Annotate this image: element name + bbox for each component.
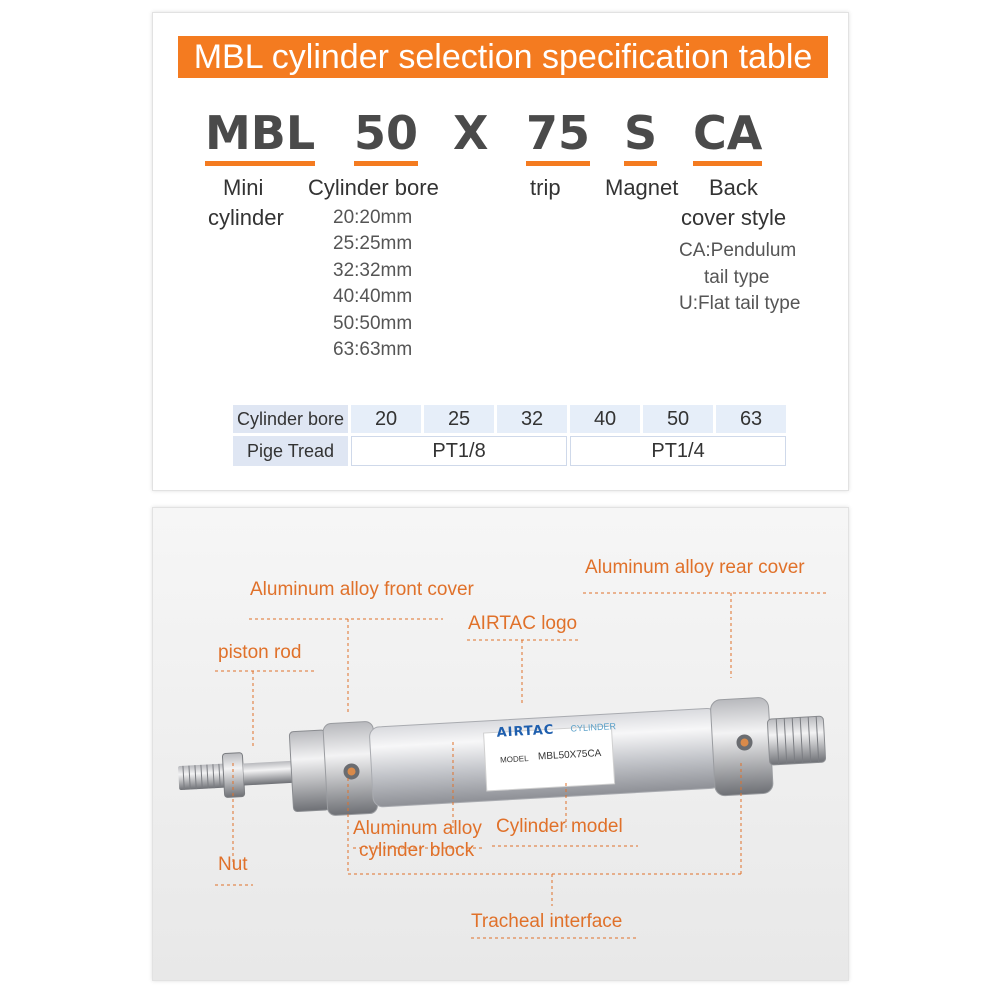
label-series-2: cylinder: [208, 205, 284, 230]
spec-title: MBL cylinder selection specification table: [178, 36, 828, 78]
code-series: MBL: [205, 105, 315, 166]
cover-option: U:Flat tail type: [679, 293, 801, 314]
label-model: MBL50X75CA: [537, 747, 602, 763]
table-row: [233, 405, 786, 433]
callout-block-2: cylinder block: [359, 840, 475, 861]
table-cell-bore: 63: [716, 405, 786, 433]
callout-interface: Tracheal interface: [471, 911, 623, 932]
table-header-thread: Pige Tread: [233, 436, 348, 466]
callout-nut: Nut: [218, 854, 248, 875]
label-cover-2: cover style: [681, 205, 787, 230]
callout-rear-cover: Aluminum alloy rear cover: [585, 557, 805, 578]
table-cell-bore: 20: [351, 405, 421, 433]
bore-option: 25:25mm: [333, 233, 413, 254]
label-magnet: Magnet: [605, 175, 679, 200]
table-row: [233, 436, 786, 466]
code-cover: CA: [693, 105, 762, 166]
table-cell-bore: 32: [497, 405, 567, 433]
code-separator: X: [453, 106, 489, 160]
table-cell-bore: 50: [643, 405, 713, 433]
diagram-card: [152, 507, 849, 981]
table-header-bore: Cylinder bore: [233, 405, 348, 433]
code-magnet: S: [624, 105, 657, 166]
table-cell-thread: PT1/8: [351, 436, 567, 466]
label-type: CYLINDER: [570, 721, 617, 734]
rod-thread: [178, 763, 229, 790]
label-bore: Cylinder bore: [308, 175, 439, 200]
label-model-prefix: MODEL: [499, 754, 529, 765]
table-cell-thread: PT1/4: [570, 436, 786, 466]
code-stroke: 75: [526, 105, 590, 166]
bore-option: 20:20mm: [333, 207, 413, 228]
label-cover-1: Back: [709, 175, 758, 200]
nut-part: [222, 753, 244, 798]
bore-option: 63:63mm: [333, 339, 413, 360]
piston-rod-part: [243, 761, 296, 786]
table-cell-bore: 25: [424, 405, 494, 433]
airtac-logo: AIRTAC: [496, 722, 555, 741]
bore-option: 32:32mm: [333, 260, 413, 281]
table-cell-bore: 40: [570, 405, 640, 433]
label-stroke: trip: [530, 175, 561, 200]
callout-logo: AIRTAC logo: [468, 613, 578, 634]
cover-option: tail type: [704, 267, 770, 288]
label-series-1: Mini: [223, 175, 264, 200]
callout-piston-rod: piston rod: [218, 642, 302, 663]
cover-option: CA:Pendulum: [679, 240, 797, 261]
bore-option: 50:50mm: [333, 313, 413, 334]
callout-block-1: Aluminum alloy: [353, 818, 482, 839]
callout-model: Cylinder model: [496, 816, 623, 837]
code-bore: 50: [354, 105, 418, 166]
bore-option: 40:40mm: [333, 286, 413, 307]
spec-card: [152, 12, 849, 491]
thread-table: [230, 402, 789, 469]
callout-front-cover: Aluminum alloy front cover: [250, 579, 474, 600]
